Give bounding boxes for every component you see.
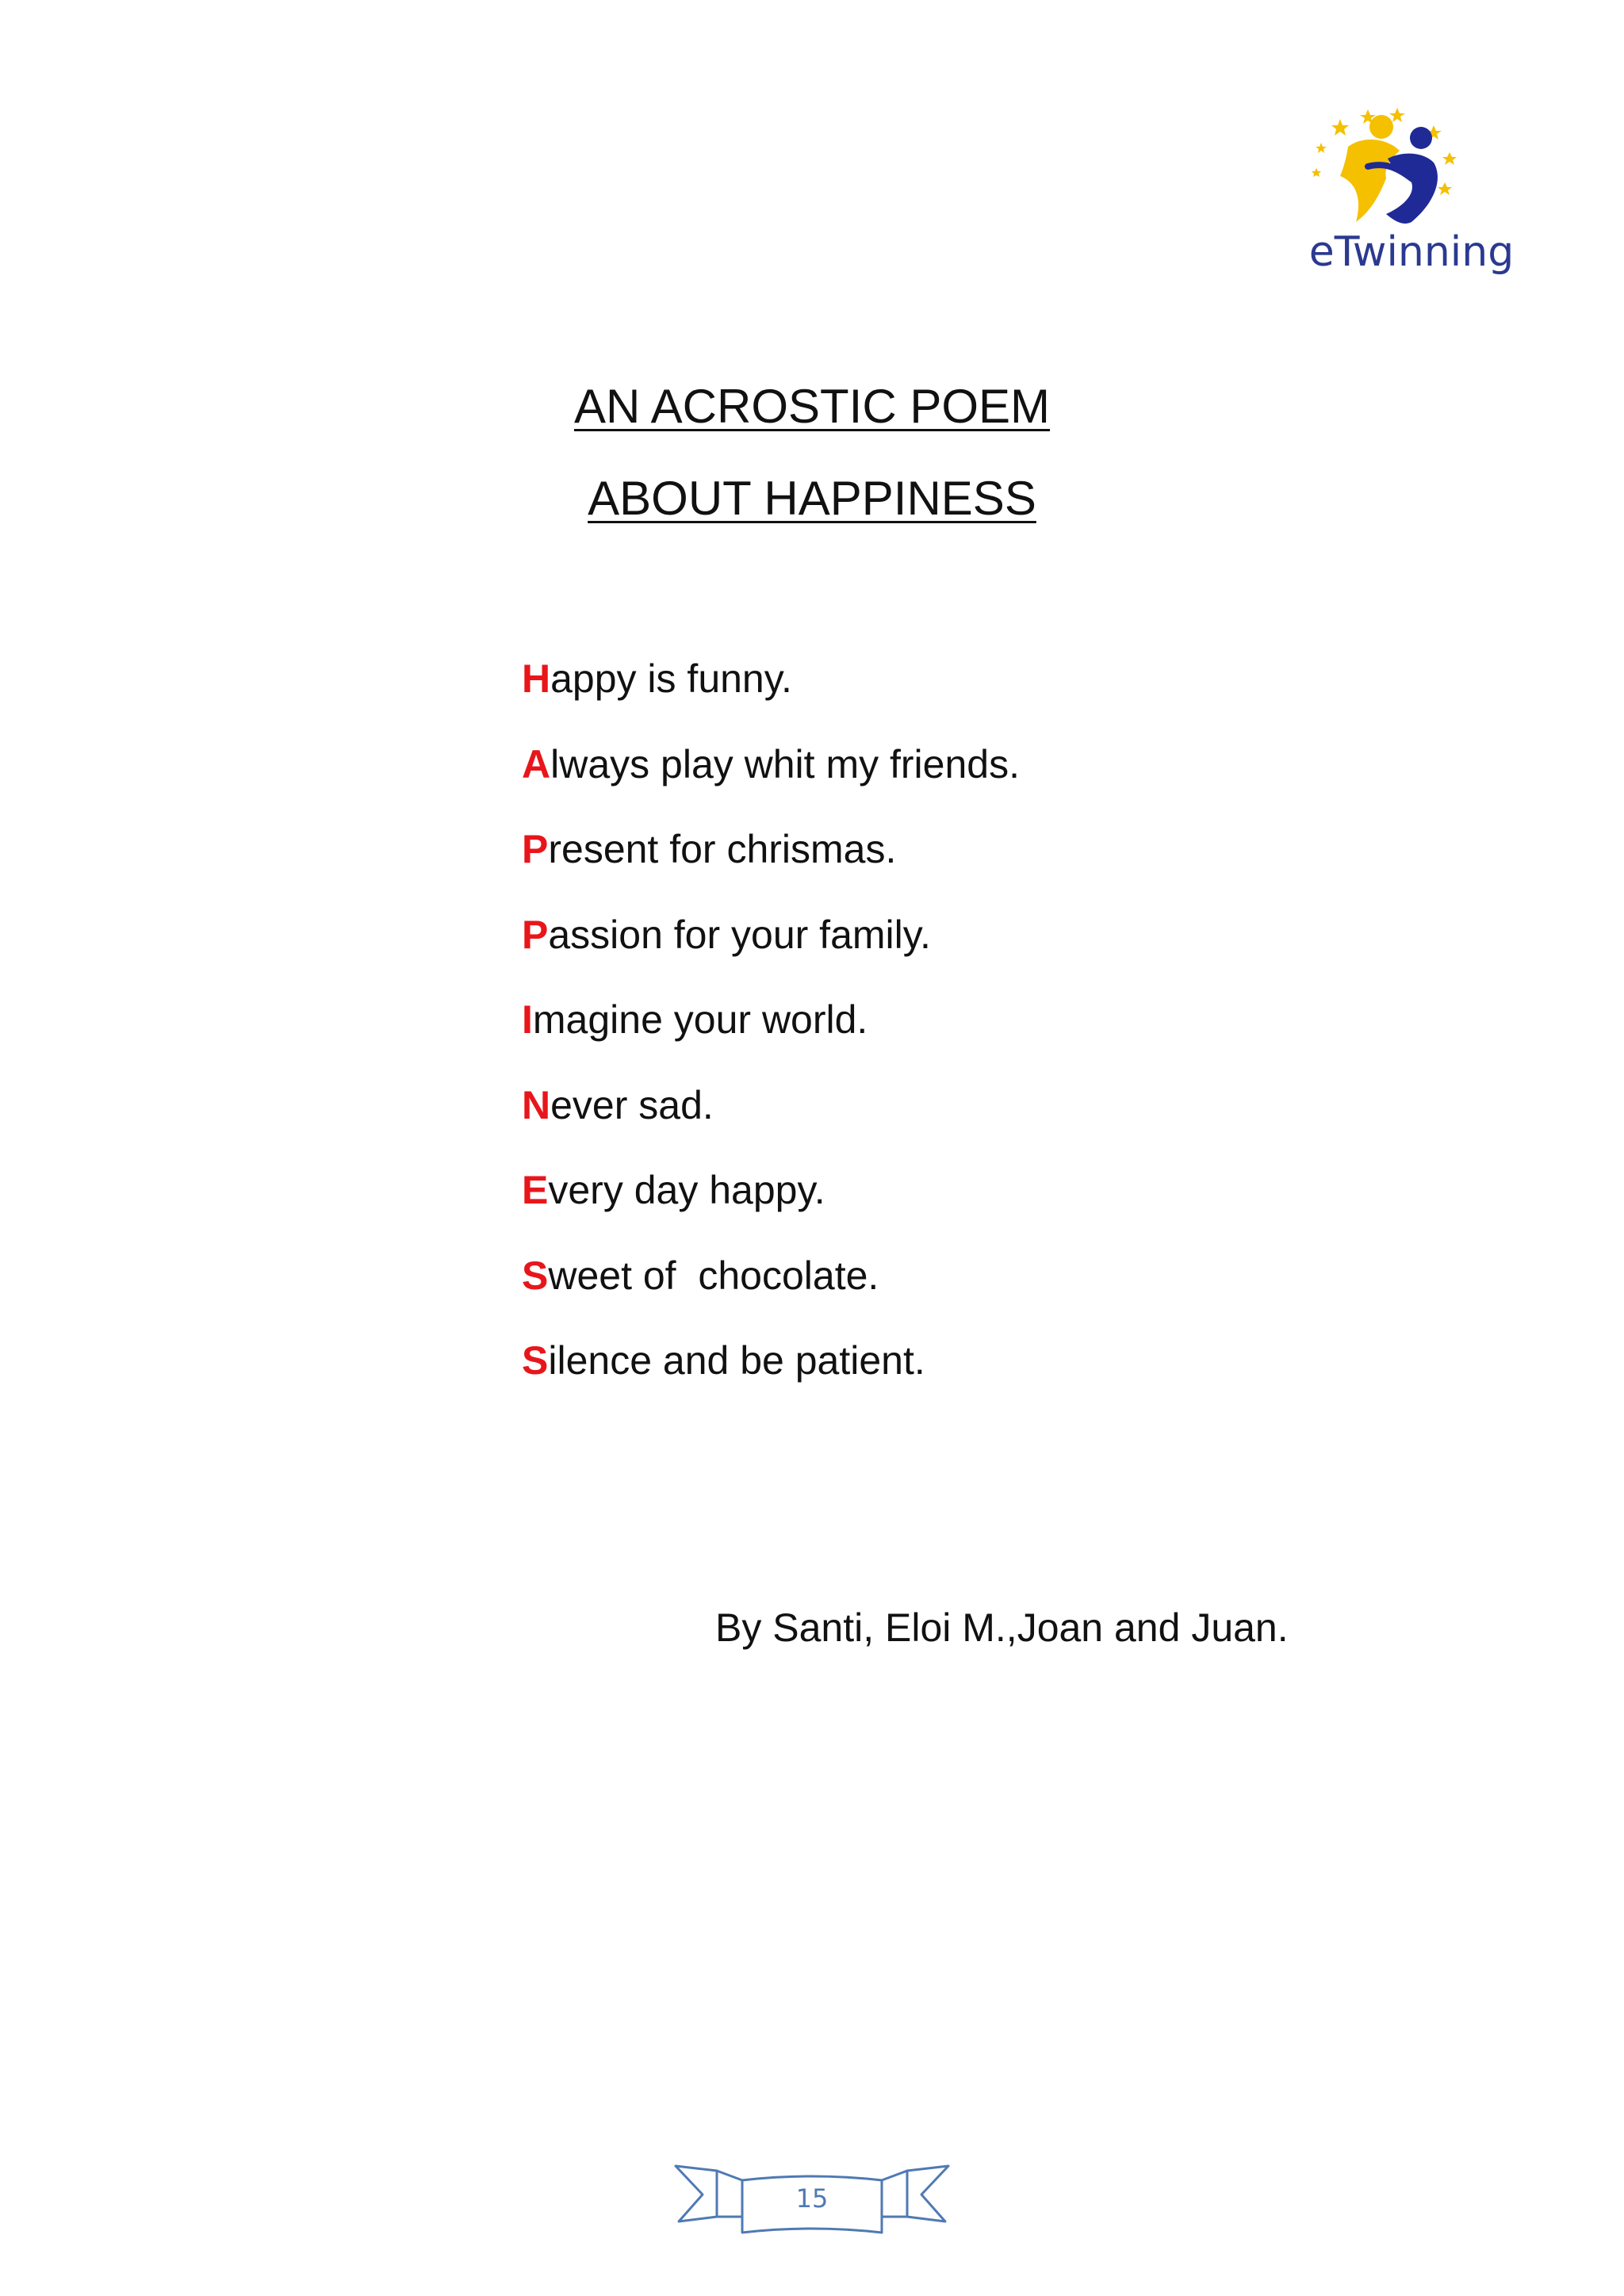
poem-line-initial: H (522, 656, 551, 701)
poem-line-text: assion for your family. (548, 912, 931, 957)
poem-line (522, 1252, 1020, 1337)
poem-line-initial: P (522, 912, 549, 957)
poem-line-text: very day happy. (548, 1168, 825, 1212)
poem-line-initial: E (522, 1168, 549, 1212)
poem-line-initial: P (522, 827, 549, 871)
poem-line-text: magine your world. (532, 997, 868, 1042)
poem-line-text: ilence and be patient. (548, 1338, 925, 1383)
etwinning-logo-text: eTwinning (1308, 228, 1515, 276)
poem-title-line-1: AN ACROSTIC POEM (573, 380, 1051, 433)
poem-line (522, 1166, 1020, 1252)
page-number-banner (672, 2160, 952, 2239)
poem-line-text: resent for chrismas. (548, 827, 897, 871)
etwinning-logo-icon (1293, 103, 1530, 277)
poem-line-initial: N (522, 1082, 551, 1127)
etwinning-logo (1293, 103, 1530, 277)
poem-line-initial: A (522, 741, 551, 786)
poem-line (522, 911, 1020, 997)
page-number: 15 (795, 2183, 829, 2214)
poem-line-initial: S (522, 1253, 549, 1298)
poem-line-text: ever sad. (550, 1082, 714, 1127)
poem-byline: By Santi, Eloi M.,Joan and Juan. (715, 1605, 1289, 1650)
acrostic-poem (522, 655, 1020, 1422)
poem-line-text: weet of chocolate. (548, 1253, 879, 1298)
poem-line (522, 825, 1020, 911)
poem-title-line-2: ABOUT HAPPINESS (588, 472, 1036, 525)
poem-line-text: lways play whit my friends. (550, 741, 1020, 786)
poem-line-initial: S (522, 1338, 549, 1383)
poem-line (522, 655, 1020, 740)
poem-line (522, 1081, 1020, 1167)
poem-line (522, 740, 1020, 826)
poem-line (522, 996, 1020, 1081)
poem-line-text: appy is funny. (550, 656, 792, 701)
poem-line (522, 1337, 1020, 1422)
poem-line-initial: I (522, 997, 533, 1042)
